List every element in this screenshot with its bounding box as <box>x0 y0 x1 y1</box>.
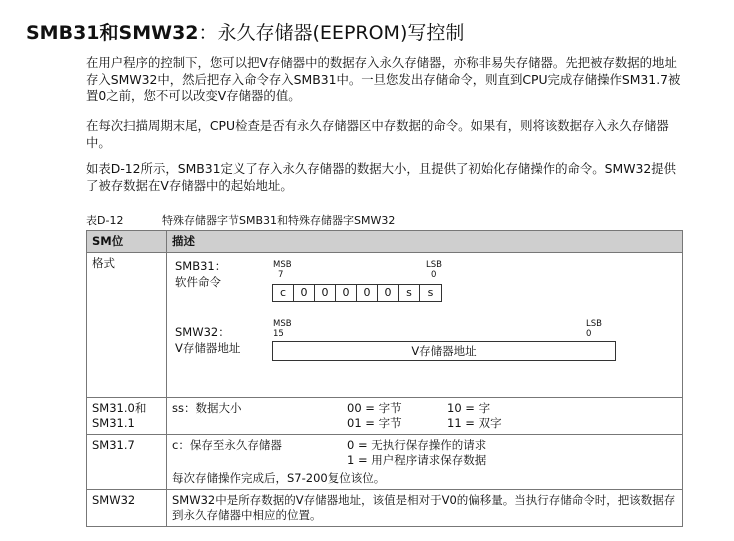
table-number: 表D-12 <box>86 214 124 227</box>
ss-label-line1: SM31.0和 <box>92 401 147 415</box>
header-description: 描述 <box>167 231 683 253</box>
ss-description-cell <box>167 398 683 435</box>
ss-description: ss：数据大小 <box>172 401 242 415</box>
title-rest: ：永久存储器(EEPROM)写控制 <box>198 22 465 44</box>
msb-label: MSB <box>273 260 292 270</box>
table-caption <box>86 212 395 228</box>
msb2-bit: 15 <box>273 329 284 339</box>
lsb-bit: 0 <box>431 270 437 280</box>
ss-option: 11 = 双字 <box>447 416 502 430</box>
v-address-field: V存储器地址 <box>272 341 616 361</box>
table-caption-text: 特殊存储器字节SMB31和特殊存储器字SMW32 <box>162 214 396 227</box>
bit-5: 0 <box>315 285 336 301</box>
c-option: 0 = 无执行保存操作的请求 <box>347 438 487 452</box>
smw32-description: SMW32中是所存数据的V存储器地址，该值是相对于V0的偏移量。当执行存储命令时，把该数据存到永久存储器中相应的位置。 <box>167 490 683 527</box>
smw32-label-line2: V存储器地址 <box>175 341 241 355</box>
ss-label <box>87 398 167 435</box>
lsb2-label: LSB <box>586 319 602 329</box>
c-description: c：保存至永久存储器 <box>172 438 282 452</box>
bit-6: 0 <box>294 285 315 301</box>
bit-1: s <box>399 285 420 301</box>
msb-bit: 7 <box>278 270 284 280</box>
c-label: SM31.7 <box>87 435 167 490</box>
smb31-bit-field <box>272 284 442 302</box>
sm-table <box>86 230 683 527</box>
table-row-format <box>87 253 683 398</box>
smw32-label <box>175 324 240 356</box>
ss-options <box>347 401 527 431</box>
table-row-c <box>87 435 683 490</box>
format-diagram-cell <box>167 253 683 398</box>
paragraph-2: 在每次扫描周期末尾，CPU检查是否有永久存储器区中存数据的命令。如果有，则将该数据存入永久存储器中。 <box>86 118 669 150</box>
lsb-label: LSB <box>426 260 442 270</box>
smw32-row-label: SMW32 <box>87 490 167 527</box>
bit-7: c <box>273 285 294 301</box>
bit-2: 0 <box>378 285 399 301</box>
format-label: 格式 <box>87 253 167 398</box>
smb31-label-line2: 软件命令 <box>175 275 221 289</box>
smb31-label-line1: SMB31： <box>175 259 227 273</box>
msb2-label: MSB <box>273 319 292 329</box>
ss-option: 01 = 字节 <box>347 416 402 430</box>
table-row-smw32 <box>87 490 683 527</box>
paragraph-1: 在用户程序的控制下，您可以把V存储器中的数据存入永久存储器，亦称非易失存储器。先把被存数据的地址存入SMW32中，然后把存入命令存入SMB31中。一旦您发出存储命令，则直到CPU完成存储操作SM31.7被置0之前，您不可以改变V存储器的值。 <box>86 55 681 104</box>
c-option: 1 = 用户程序请求保存数据 <box>347 453 487 467</box>
smb31-label <box>175 258 226 290</box>
ss-label-line2: SM31.1 <box>92 416 135 430</box>
ss-option: 00 = 字节 <box>347 401 402 415</box>
format-diagram <box>172 256 677 394</box>
bit-3: 0 <box>357 285 378 301</box>
title-bold: SMB31和SMW32 <box>26 22 199 44</box>
smw32-label-line1: SMW32： <box>175 325 230 339</box>
paragraph-3: 如表D-12所示，SMB31定义了存入永久存储器的数据大小，且提供了初始化存储操作的命令。SMW32提供了被存数据在V存储器中的起始地址。 <box>86 161 677 193</box>
table-row-ss <box>87 398 683 435</box>
c-note: 每次存储操作完成后，S7-200复位该位。 <box>172 471 386 485</box>
lsb2-bit: 0 <box>586 329 592 339</box>
page-title <box>26 18 464 45</box>
table-header-row <box>87 231 683 253</box>
bit-4: 0 <box>336 285 357 301</box>
ss-option: 10 = 字 <box>447 401 491 415</box>
header-sm-bit: SM位 <box>87 231 167 253</box>
c-description-cell <box>167 435 683 490</box>
bit-0: s <box>427 286 434 299</box>
c-options <box>347 438 486 468</box>
